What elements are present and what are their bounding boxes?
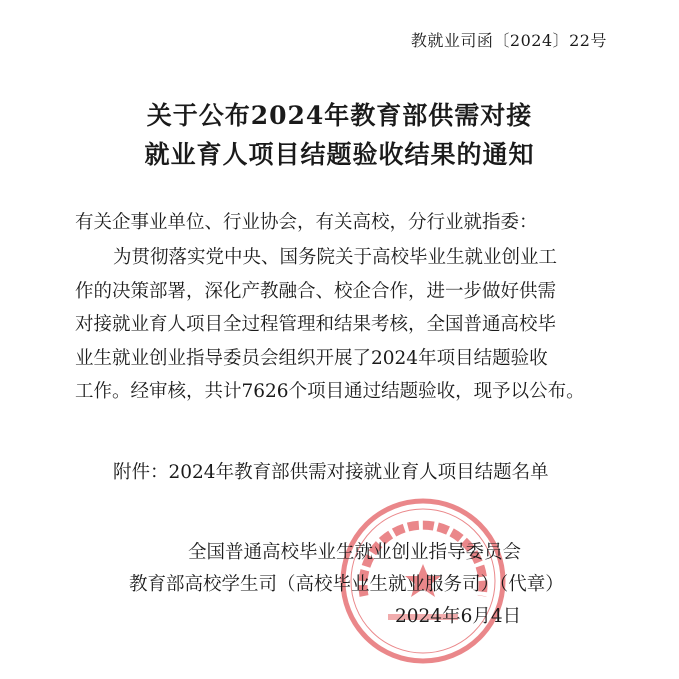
issuer-line-1: 全国普通高校毕业生就业创业指导委员会 bbox=[188, 542, 522, 563]
salutation: 有关企事业单位、行业协会，有关高校，分行业就指委： bbox=[75, 212, 538, 233]
title-line-1: 关于公布2024年教育部供需对接 bbox=[146, 101, 533, 130]
issuer-line-2: 教育部高校学生司（高校毕业生就业服务司）（代章） bbox=[129, 574, 564, 595]
body-line-3: 对接就业育人项目全过程管理和结果考核，全国普通高校毕 bbox=[75, 314, 557, 335]
issue-date: 2024年6月4日 bbox=[395, 606, 522, 627]
body-line-4: 业生就业创业指导委员会组织开展了2024年项目结题验收 bbox=[75, 347, 548, 369]
attachment-line: 附件：2024年教育部供需对接就业育人项目结题名单 bbox=[113, 462, 549, 483]
body-line-1: 为贯彻落实党中央、国务院关于高校毕业生就业创业工 bbox=[113, 247, 558, 268]
document-title bbox=[0, 96, 679, 174]
body-paragraph bbox=[75, 241, 615, 409]
title-line-2: 就业育人项目结题验收结果的通知 bbox=[144, 140, 535, 169]
body-line-5: 工作。经审核，共计7626个项目通过结题验收，现予以公布。 bbox=[75, 381, 585, 402]
body-line-2: 作的决策部署，深化产教融合、校企合作，进一步做好供需 bbox=[75, 280, 557, 302]
document-number: 教就业司函〔2024〕22号 bbox=[410, 31, 607, 50]
